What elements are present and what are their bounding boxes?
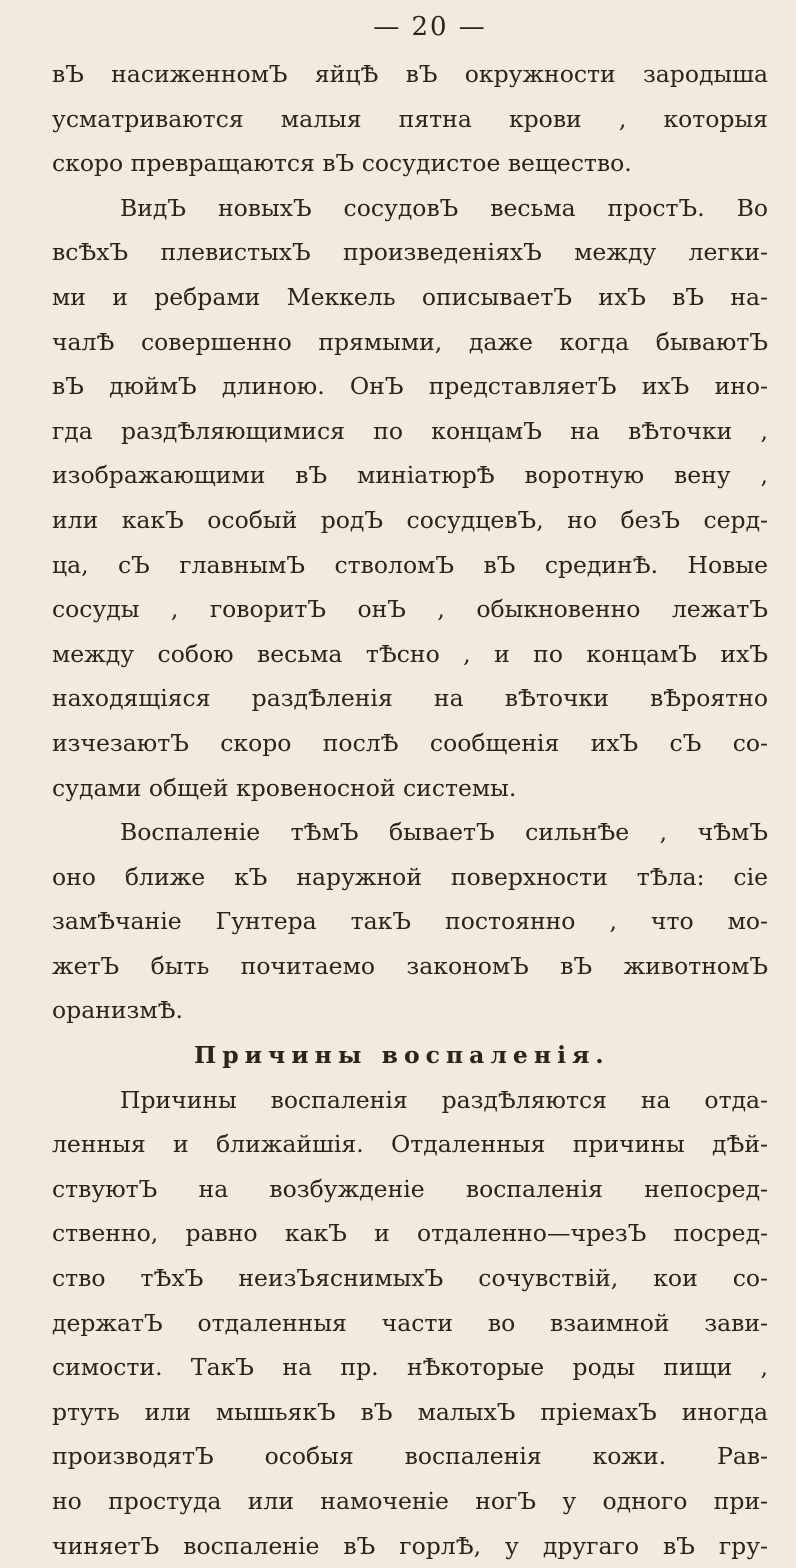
section-heading: Причины воспаленія.	[194, 1041, 610, 1070]
text-line: ми и ребрами Меккель описываетЪ ихЪ вЪ на-	[52, 282, 768, 311]
text-line: между собою весьма тѢсно , и по концамЪ ихЪ	[52, 639, 768, 668]
text-line: вЪ дюймЪ длиною. ОнЪ представляетЪ ихЪ ино-	[52, 372, 768, 401]
text-line: ВидЪ новыхЪ сосудовЪ весьма простЪ. Во	[120, 193, 768, 222]
text-line: симости. ТакЪ на пр. нѢкоторые роды пищи ,	[52, 1353, 768, 1382]
text-line: держатЪ отдаленныя части во взаимной зави-	[52, 1308, 768, 1337]
text-line: судами общей кровеносной системы.	[52, 773, 517, 802]
text-line: гда раздѢляющимися по концамЪ на вѢточки ,	[52, 416, 768, 445]
text-line: чиняетЪ воспаленіе вЪ горлѢ, у другаго вЪ гру-	[52, 1531, 768, 1560]
text-line: находящіяся раздѢленія на вѢточки вѢроятно	[52, 684, 768, 713]
text-line: усматриваются малыя пятна крови , которыя	[52, 104, 768, 133]
text-line: ца, сЪ главнымЪ стволомЪ вЪ срединѢ. Новые	[52, 550, 768, 579]
text-line: ствуютЪ на возбужденіе воспаленія непосред-	[52, 1174, 768, 1203]
text-line: Воспаленіе тѢмЪ бываетЪ сильнѢе , чѢмЪ	[120, 818, 768, 847]
text-line: оранизмѢ.	[52, 996, 183, 1025]
paragraph-3	[52, 810, 768, 1033]
text-line: ленныя и ближайшія. Отдаленныя причины дѢй-	[52, 1130, 768, 1159]
text-line: ртуть или мышьякЪ вЪ малыхЪ пріемахЪ иногда	[52, 1397, 768, 1426]
page-number: — 20 —	[373, 12, 487, 42]
section-paragraph	[52, 1078, 768, 1568]
text-line: оно ближе кЪ наружной поверхности тѢла: сіе	[52, 862, 768, 891]
text-line: изображающими вЪ миніатюрѢ воротную вену ,	[52, 461, 768, 490]
text-line: ство тѢхЪ неизЪяснимыхЪ сочувствій, кои со-	[52, 1264, 768, 1293]
text-line: чалѢ совершенно прямыми, даже когда бываютЪ	[52, 327, 768, 356]
paragraph-1	[52, 52, 768, 186]
text-line: вЪ насиженномЪ яйцѢ вЪ окружности зародыша	[52, 60, 768, 88]
text-line: Причины воспаленія раздѢляются на отда-	[120, 1085, 768, 1114]
text-line: но простуда или намоченіе ногЪ у одного при-	[52, 1487, 768, 1515]
text-line: всѢхЪ плевистыхЪ произведеніяхЪ между легки-	[52, 238, 768, 267]
text-line: сосуды , говоритЪ онЪ , обыкновенно лежатЪ	[52, 595, 768, 624]
text-line: изчезаютЪ скоро послѢ сообщенія ихЪ сЪ со-	[52, 728, 768, 757]
paragraph-2	[52, 186, 768, 810]
text-line: или какЪ особый родЪ сосудцевЪ, но безЪ серд-	[52, 505, 768, 534]
text-line: скоро превращаются вЪ сосудистое вещество.	[52, 149, 632, 178]
text-line: замѢчаніе Гунтера такЪ постоянно , что мо-	[52, 907, 768, 936]
text-line: ственно, равно какЪ и отдаленно—чрезЪ посред-	[52, 1219, 768, 1248]
text-line: жетЪ быть почитаемо закономЪ вЪ животномЪ	[52, 951, 768, 980]
text-line: производятЪ особыя воспаленія кожи. Рав-	[52, 1442, 768, 1471]
